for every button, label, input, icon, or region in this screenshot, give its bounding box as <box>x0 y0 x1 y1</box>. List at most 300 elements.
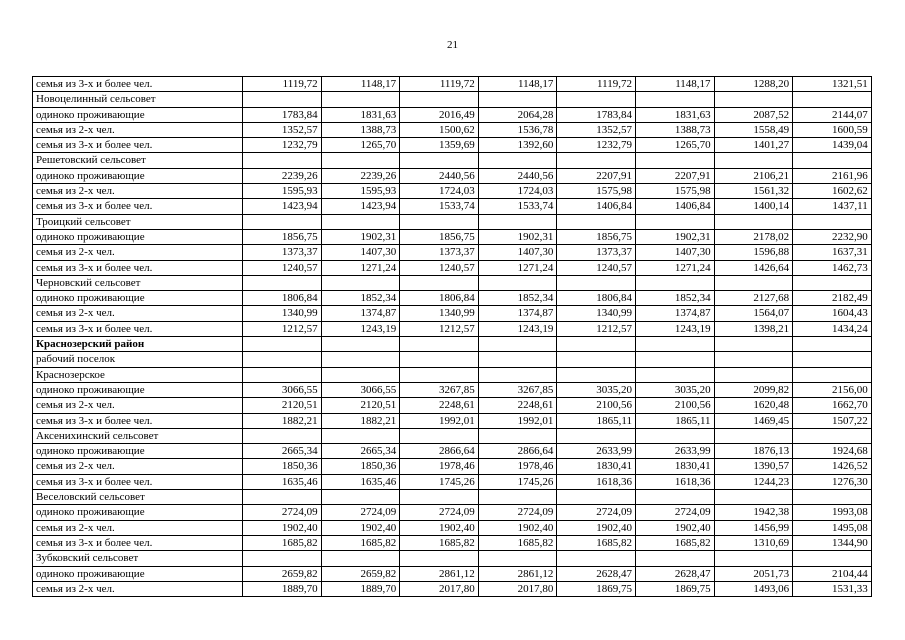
value-cell: 1902,40 <box>243 520 322 535</box>
value-cell: 2628,47 <box>635 566 714 581</box>
value-cell <box>635 490 714 505</box>
value-cell: 1637,31 <box>793 245 872 260</box>
value-cell <box>635 367 714 382</box>
value-cell <box>714 428 793 443</box>
value-cell: 1902,40 <box>557 520 636 535</box>
value-cell: 1352,57 <box>557 122 636 137</box>
value-cell: 1500,62 <box>400 122 479 137</box>
value-cell <box>400 428 479 443</box>
table-row <box>33 474 872 489</box>
value-cell: 1456,99 <box>714 520 793 535</box>
value-cell: 1374,87 <box>635 306 714 321</box>
value-cell: 1992,01 <box>478 413 557 428</box>
value-cell: 1288,20 <box>714 77 793 92</box>
group-header-row <box>33 214 872 229</box>
value-cell <box>400 367 479 382</box>
value-cell <box>243 367 322 382</box>
value-cell: 1423,94 <box>321 199 400 214</box>
group-header-row <box>33 551 872 566</box>
value-cell: 1600,59 <box>793 122 872 137</box>
value-cell <box>793 367 872 382</box>
value-cell: 2724,09 <box>321 505 400 520</box>
value-cell: 1561,32 <box>714 184 793 199</box>
row-label: Краснозерское <box>33 367 243 382</box>
value-cell: 1243,19 <box>321 321 400 336</box>
value-cell <box>793 275 872 290</box>
value-cell: 1902,31 <box>321 229 400 244</box>
value-cell <box>400 551 479 566</box>
value-cell <box>635 337 714 352</box>
group-header-row <box>33 367 872 382</box>
table-row <box>33 459 872 474</box>
value-cell: 1243,19 <box>635 321 714 336</box>
value-cell: 1359,69 <box>400 138 479 153</box>
value-cell: 1876,13 <box>714 444 793 459</box>
value-cell: 1942,38 <box>714 505 793 520</box>
row-label: семья из 2-х чел. <box>33 398 243 413</box>
row-label: семья из 3-х и более чел. <box>33 535 243 550</box>
table-row <box>33 505 872 520</box>
value-cell: 1635,46 <box>321 474 400 489</box>
value-cell: 1265,70 <box>321 138 400 153</box>
value-cell <box>714 352 793 367</box>
value-cell: 1685,82 <box>243 535 322 550</box>
row-label: одиноко проживающие <box>33 505 243 520</box>
value-cell: 1831,63 <box>321 107 400 122</box>
value-cell: 2016,49 <box>400 107 479 122</box>
table-row <box>33 245 872 260</box>
value-cell: 1437,11 <box>793 199 872 214</box>
value-cell <box>478 551 557 566</box>
value-cell: 1352,57 <box>243 122 322 137</box>
value-cell: 1831,63 <box>635 107 714 122</box>
value-cell: 1595,93 <box>243 184 322 199</box>
value-cell: 2120,51 <box>243 398 322 413</box>
value-cell: 2207,91 <box>557 168 636 183</box>
value-cell: 1618,36 <box>635 474 714 489</box>
value-cell <box>321 337 400 352</box>
value-cell: 1978,46 <box>400 459 479 474</box>
value-cell: 1745,26 <box>478 474 557 489</box>
value-cell: 1212,57 <box>243 321 322 336</box>
value-cell: 2861,12 <box>478 566 557 581</box>
value-cell <box>321 428 400 443</box>
value-cell: 2659,82 <box>321 566 400 581</box>
value-cell: 1400,14 <box>714 199 793 214</box>
value-cell: 1852,34 <box>321 291 400 306</box>
row-label: Зубковский сельсовет <box>33 551 243 566</box>
value-cell <box>400 275 479 290</box>
value-cell: 1232,79 <box>557 138 636 153</box>
value-cell: 1602,62 <box>793 184 872 199</box>
row-label: семья из 3-х и более чел. <box>33 321 243 336</box>
value-cell: 1850,36 <box>243 459 322 474</box>
value-cell <box>243 214 322 229</box>
value-cell: 2861,12 <box>400 566 479 581</box>
row-label: семья из 2-х чел. <box>33 520 243 535</box>
value-cell: 2665,34 <box>321 444 400 459</box>
value-cell: 1240,57 <box>243 260 322 275</box>
value-cell: 1426,64 <box>714 260 793 275</box>
value-cell: 1406,84 <box>557 199 636 214</box>
table-row <box>33 199 872 214</box>
value-cell: 1724,03 <box>478 184 557 199</box>
value-cell: 1119,72 <box>557 77 636 92</box>
value-cell: 1232,79 <box>243 138 322 153</box>
value-cell: 1806,84 <box>557 291 636 306</box>
group-header-row <box>33 352 872 367</box>
value-cell: 1902,31 <box>635 229 714 244</box>
table-row <box>33 138 872 153</box>
value-cell <box>243 153 322 168</box>
value-cell: 1662,70 <box>793 398 872 413</box>
value-cell: 1575,98 <box>557 184 636 199</box>
row-label: одиноко проживающие <box>33 168 243 183</box>
value-cell: 3066,55 <box>321 382 400 397</box>
value-cell <box>321 352 400 367</box>
row-label: одиноко проживающие <box>33 107 243 122</box>
value-cell: 2440,56 <box>478 168 557 183</box>
value-cell: 1119,72 <box>243 77 322 92</box>
value-cell: 2051,73 <box>714 566 793 581</box>
value-cell: 2239,26 <box>243 168 322 183</box>
table-row <box>33 107 872 122</box>
value-cell <box>243 92 322 107</box>
value-cell <box>793 352 872 367</box>
value-cell: 1575,98 <box>635 184 714 199</box>
value-cell: 1902,40 <box>635 520 714 535</box>
value-cell <box>557 352 636 367</box>
value-cell: 2628,47 <box>557 566 636 581</box>
table-row <box>33 168 872 183</box>
value-cell: 1426,52 <box>793 459 872 474</box>
value-cell <box>714 337 793 352</box>
value-cell: 2144,07 <box>793 107 872 122</box>
value-cell: 1902,40 <box>478 520 557 535</box>
row-label: Троицкий сельсовет <box>33 214 243 229</box>
value-cell: 2866,64 <box>400 444 479 459</box>
value-cell: 1685,82 <box>400 535 479 550</box>
value-cell <box>400 214 479 229</box>
value-cell: 1924,68 <box>793 444 872 459</box>
value-cell: 1148,17 <box>321 77 400 92</box>
value-cell: 2239,26 <box>321 168 400 183</box>
row-label: Аксенихинский сельсовет <box>33 428 243 443</box>
value-cell: 2106,21 <box>714 168 793 183</box>
value-cell <box>243 551 322 566</box>
value-cell: 1992,01 <box>400 413 479 428</box>
value-cell <box>478 490 557 505</box>
value-cell <box>557 214 636 229</box>
value-cell <box>321 367 400 382</box>
row-label: семья из 2-х чел. <box>33 122 243 137</box>
value-cell <box>714 275 793 290</box>
value-cell: 2724,09 <box>635 505 714 520</box>
value-cell: 2232,90 <box>793 229 872 244</box>
value-cell: 1148,17 <box>478 77 557 92</box>
row-label: одиноко проживающие <box>33 291 243 306</box>
value-cell: 1806,84 <box>400 291 479 306</box>
value-cell: 1618,36 <box>557 474 636 489</box>
value-cell <box>714 214 793 229</box>
value-cell <box>243 428 322 443</box>
value-cell: 1271,24 <box>635 260 714 275</box>
value-cell <box>714 153 793 168</box>
value-cell: 1856,75 <box>243 229 322 244</box>
value-cell: 1856,75 <box>557 229 636 244</box>
value-cell: 1882,21 <box>243 413 322 428</box>
row-label: семья из 3-х и более чел. <box>33 413 243 428</box>
value-cell <box>793 428 872 443</box>
value-cell: 1340,99 <box>243 306 322 321</box>
value-cell: 1388,73 <box>635 122 714 137</box>
value-cell: 1685,82 <box>478 535 557 550</box>
table-row <box>33 520 872 535</box>
value-cell <box>557 428 636 443</box>
value-cell: 1407,30 <box>635 245 714 260</box>
table-row <box>33 291 872 306</box>
row-label: одиноко проживающие <box>33 229 243 244</box>
value-cell: 1902,40 <box>400 520 479 535</box>
value-cell <box>557 551 636 566</box>
value-cell <box>478 214 557 229</box>
value-cell <box>243 337 322 352</box>
value-cell: 2207,91 <box>635 168 714 183</box>
value-cell: 1407,30 <box>478 245 557 260</box>
value-cell: 1462,73 <box>793 260 872 275</box>
row-label: одиноко проживающие <box>33 382 243 397</box>
row-label: Новоцелинный сельсовет <box>33 92 243 107</box>
value-cell: 1635,46 <box>243 474 322 489</box>
value-cell: 1558,49 <box>714 122 793 137</box>
value-cell: 1869,75 <box>557 581 636 596</box>
table-row <box>33 229 872 244</box>
value-cell <box>793 92 872 107</box>
value-cell: 2178,02 <box>714 229 793 244</box>
value-cell: 1604,43 <box>793 306 872 321</box>
value-cell: 1148,17 <box>635 77 714 92</box>
value-cell: 2064,28 <box>478 107 557 122</box>
value-cell <box>321 275 400 290</box>
value-cell: 2248,61 <box>400 398 479 413</box>
row-label: Черновский сельсовет <box>33 275 243 290</box>
value-cell <box>478 153 557 168</box>
value-cell: 1889,70 <box>243 581 322 596</box>
value-cell: 1620,48 <box>714 398 793 413</box>
table-row <box>33 321 872 336</box>
value-cell: 3267,85 <box>400 382 479 397</box>
value-cell: 1495,08 <box>793 520 872 535</box>
group-header-row <box>33 275 872 290</box>
value-cell <box>557 153 636 168</box>
value-cell: 2724,09 <box>557 505 636 520</box>
value-cell <box>400 352 479 367</box>
value-cell: 2440,56 <box>400 168 479 183</box>
table-row <box>33 535 872 550</box>
value-cell: 1830,41 <box>635 459 714 474</box>
value-cell: 1240,57 <box>557 260 636 275</box>
value-cell: 2161,96 <box>793 168 872 183</box>
value-cell <box>243 352 322 367</box>
value-cell: 1533,74 <box>400 199 479 214</box>
table-row <box>33 260 872 275</box>
value-cell <box>321 153 400 168</box>
value-cell: 3267,85 <box>478 382 557 397</box>
value-cell: 2633,99 <box>557 444 636 459</box>
row-label: семья из 2-х чел. <box>33 245 243 260</box>
value-cell: 2866,64 <box>478 444 557 459</box>
value-cell: 2156,00 <box>793 382 872 397</box>
value-cell: 1373,37 <box>243 245 322 260</box>
value-cell: 2665,34 <box>243 444 322 459</box>
value-cell: 2120,51 <box>321 398 400 413</box>
value-cell <box>321 490 400 505</box>
table-row <box>33 398 872 413</box>
value-cell <box>321 551 400 566</box>
value-cell <box>400 153 479 168</box>
value-cell: 1902,40 <box>321 520 400 535</box>
table-row <box>33 306 872 321</box>
value-cell: 1406,84 <box>635 199 714 214</box>
group-header-row <box>33 153 872 168</box>
value-cell <box>243 490 322 505</box>
value-cell: 1783,84 <box>243 107 322 122</box>
row-label: семья из 2-х чел. <box>33 306 243 321</box>
value-cell: 2659,82 <box>243 566 322 581</box>
value-cell <box>478 367 557 382</box>
value-cell: 2182,49 <box>793 291 872 306</box>
value-cell: 1392,60 <box>478 138 557 153</box>
table-row <box>33 122 872 137</box>
row-label: одиноко проживающие <box>33 444 243 459</box>
row-label: рабочий поселок <box>33 352 243 367</box>
row-label: Краснозерский район <box>33 337 243 352</box>
value-cell: 2104,44 <box>793 566 872 581</box>
value-cell: 1373,37 <box>400 245 479 260</box>
table-row <box>33 413 872 428</box>
row-label: семья из 3-х и более чел. <box>33 138 243 153</box>
row-label: семья из 2-х чел. <box>33 184 243 199</box>
value-cell: 1439,04 <box>793 138 872 153</box>
value-cell: 1507,22 <box>793 413 872 428</box>
value-cell: 1344,90 <box>793 535 872 550</box>
value-cell: 2633,99 <box>635 444 714 459</box>
table-body <box>33 77 872 597</box>
value-cell: 1321,51 <box>793 77 872 92</box>
value-cell: 1493,06 <box>714 581 793 596</box>
row-label: семья из 3-х и более чел. <box>33 77 243 92</box>
value-cell <box>400 92 479 107</box>
value-cell: 1865,11 <box>557 413 636 428</box>
value-cell: 1595,93 <box>321 184 400 199</box>
table-row <box>33 566 872 581</box>
value-cell <box>635 352 714 367</box>
value-cell: 1119,72 <box>400 77 479 92</box>
group-header-row <box>33 490 872 505</box>
value-cell <box>321 92 400 107</box>
tariff-table <box>32 76 872 597</box>
value-cell: 1850,36 <box>321 459 400 474</box>
row-label: семья из 3-х и более чел. <box>33 199 243 214</box>
value-cell <box>557 92 636 107</box>
value-cell: 1374,87 <box>478 306 557 321</box>
value-cell <box>478 352 557 367</box>
value-cell: 1724,03 <box>400 184 479 199</box>
table-row <box>33 184 872 199</box>
value-cell: 1265,70 <box>635 138 714 153</box>
row-label: семья из 2-х чел. <box>33 459 243 474</box>
value-cell: 1243,19 <box>478 321 557 336</box>
value-cell: 1398,21 <box>714 321 793 336</box>
value-cell: 1536,78 <box>478 122 557 137</box>
value-cell: 1373,37 <box>557 245 636 260</box>
value-cell: 1596,88 <box>714 245 793 260</box>
value-cell <box>714 551 793 566</box>
value-cell: 1531,33 <box>793 581 872 596</box>
table-row <box>33 382 872 397</box>
group-header-row <box>33 428 872 443</box>
value-cell: 1401,27 <box>714 138 793 153</box>
value-cell <box>793 337 872 352</box>
value-cell: 1993,08 <box>793 505 872 520</box>
value-cell: 1685,82 <box>557 535 636 550</box>
row-label: одиноко проживающие <box>33 566 243 581</box>
table-row <box>33 581 872 596</box>
page-number: 21 <box>447 39 458 51</box>
section-header-row <box>33 337 872 352</box>
value-cell <box>793 551 872 566</box>
value-cell: 1340,99 <box>557 306 636 321</box>
value-cell: 1390,57 <box>714 459 793 474</box>
value-cell: 1244,23 <box>714 474 793 489</box>
value-cell: 2724,09 <box>478 505 557 520</box>
value-cell: 2724,09 <box>400 505 479 520</box>
group-header-row <box>33 92 872 107</box>
value-cell <box>478 275 557 290</box>
value-cell: 2017,80 <box>478 581 557 596</box>
row-label: Решетовский сельсовет <box>33 153 243 168</box>
value-cell: 1388,73 <box>321 122 400 137</box>
value-cell <box>635 153 714 168</box>
value-cell <box>635 551 714 566</box>
value-cell: 1882,21 <box>321 413 400 428</box>
value-cell <box>478 92 557 107</box>
value-cell: 1852,34 <box>478 291 557 306</box>
value-cell: 1685,82 <box>635 535 714 550</box>
value-cell <box>793 490 872 505</box>
row-label: Веселовский сельсовет <box>33 490 243 505</box>
value-cell: 1865,11 <box>635 413 714 428</box>
value-cell <box>400 490 479 505</box>
value-cell: 1852,34 <box>635 291 714 306</box>
value-cell <box>635 428 714 443</box>
value-cell: 1869,75 <box>635 581 714 596</box>
value-cell: 2087,52 <box>714 107 793 122</box>
value-cell: 1830,41 <box>557 459 636 474</box>
value-cell <box>714 92 793 107</box>
value-cell: 1783,84 <box>557 107 636 122</box>
value-cell <box>793 214 872 229</box>
value-cell: 1745,26 <box>400 474 479 489</box>
value-cell <box>400 337 479 352</box>
value-cell: 3035,20 <box>557 382 636 397</box>
value-cell <box>635 275 714 290</box>
value-cell: 3066,55 <box>243 382 322 397</box>
value-cell: 1407,30 <box>321 245 400 260</box>
value-cell: 1856,75 <box>400 229 479 244</box>
value-cell: 2100,56 <box>635 398 714 413</box>
value-cell: 1533,74 <box>478 199 557 214</box>
